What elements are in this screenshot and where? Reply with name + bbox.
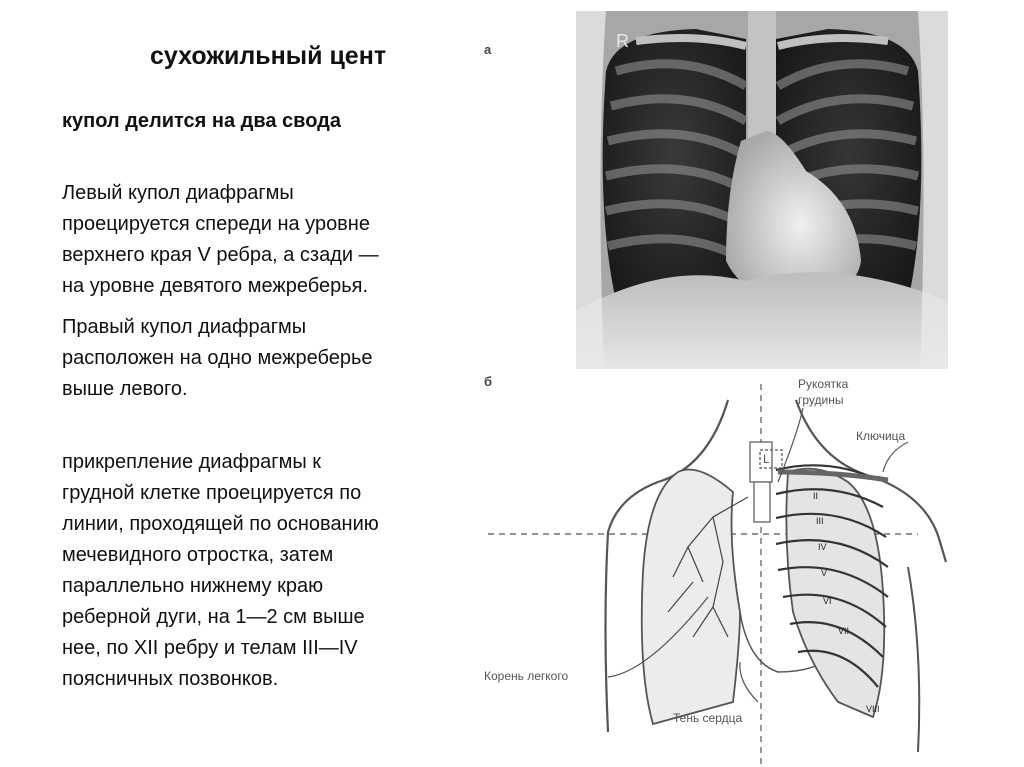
- figure-marker-b: б: [484, 374, 493, 389]
- label-heart-shadow: Тень сердца: [673, 711, 743, 725]
- paragraph-line: нее, по XII ребру и телам III—IV: [62, 637, 358, 659]
- paragraph-line: Правый купол диафрагмы: [62, 316, 307, 338]
- paragraph-line: параллельно нижнему краю: [62, 575, 324, 597]
- paragraph-line: мечевидного отростка, затем: [62, 544, 334, 566]
- body-outline-right-lower: [908, 567, 919, 752]
- paragraph-line: прикрепление диафрагмы к: [62, 451, 322, 473]
- rib-numeral: IV: [818, 542, 827, 552]
- label-clavicle: Ключица: [856, 429, 906, 443]
- rib-numeral: V: [821, 568, 828, 578]
- paragraph-line: проецируется спереди на уровне: [62, 213, 370, 235]
- paragraph-line: выше левого.: [62, 378, 188, 400]
- paragraph-line: грудной клетке проецируется по: [62, 482, 362, 504]
- paragraph-attachment: [62, 447, 482, 695]
- sternum: [754, 482, 770, 522]
- paragraph-line: линии, проходящей по основанию: [62, 513, 379, 535]
- paragraph-line: реберной дуги, на 1—2 см выше: [62, 606, 365, 628]
- slide-subtitle: купол делится на два свода: [62, 110, 341, 132]
- label-manubrium-line1: Рукоятка: [798, 377, 849, 391]
- rib-numeral: VIII: [866, 704, 880, 714]
- heart-shadow-pointer: [740, 662, 758, 702]
- paragraph-line: верхнего края V ребра, а сзади —: [62, 244, 379, 266]
- label-bracket-l: L: [763, 452, 770, 466]
- figure-marker-a: а: [484, 42, 492, 57]
- paragraph-line: Левый купол диафрагмы: [62, 182, 294, 204]
- rib-numeral: VI: [823, 596, 832, 606]
- label-lung-root: Корень легкого: [484, 669, 569, 683]
- paragraph-left-dome: [62, 178, 482, 302]
- right-lung-outline: [642, 470, 743, 725]
- chest-projection-diagram: [478, 372, 1024, 767]
- slide-title: сухожильный цент: [150, 42, 387, 70]
- paragraph-line: расположен на одно межреберье: [62, 347, 373, 369]
- paragraph-line: на уровне девятого межреберья.: [62, 275, 369, 297]
- paragraph-line: поясничных позвонков.: [62, 668, 279, 690]
- rib-numeral: II: [813, 491, 819, 501]
- rib-numeral: VII: [838, 626, 850, 636]
- paragraph-right-dome: [62, 312, 482, 405]
- left-lung-outline: [786, 469, 884, 717]
- label-manubrium-line2: грудины: [798, 393, 844, 407]
- xray-side-marker: R: [616, 31, 629, 51]
- chest-xray-image: [576, 11, 948, 369]
- clavicle-pointer: [883, 442, 908, 472]
- rib-numeral: III: [816, 516, 824, 526]
